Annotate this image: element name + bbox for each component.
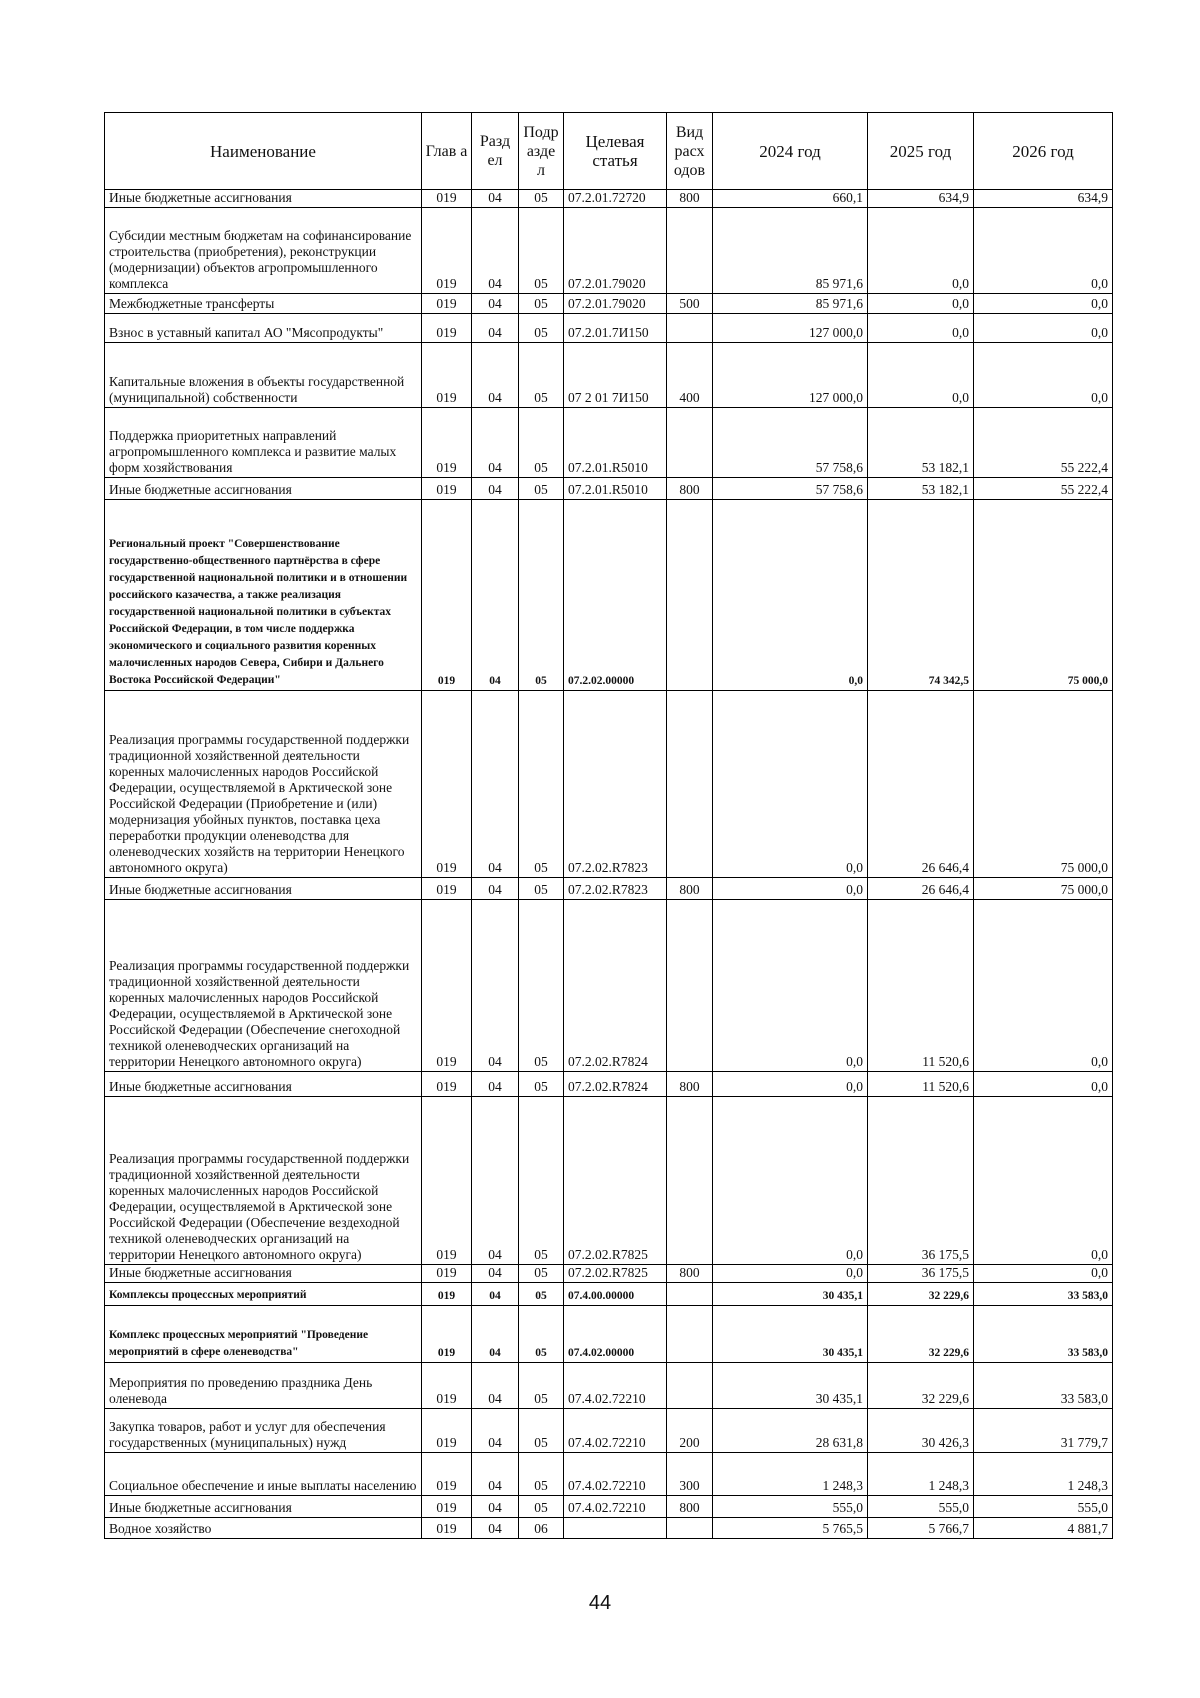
row-podrazdel: 05 [519,878,564,900]
row-2026: 75 000,0 [974,878,1113,900]
row-vid: 400 [667,343,713,408]
row-vid: 800 [667,190,713,208]
row-2024: 0,0 [713,878,868,900]
row-2025: 0,0 [868,343,974,408]
row-razdel: 04 [472,294,519,314]
row-razdel: 04 [472,478,519,500]
row-target: 07.2.02.R7824 [564,1072,667,1097]
table-row [105,900,1113,1072]
row-glava: 019 [422,1409,472,1453]
row-vid [667,1283,713,1306]
row-2024: 85 971,6 [713,208,868,294]
row-2026: 75 000,0 [974,500,1113,691]
row-glava: 019 [422,878,472,900]
row-2025: 26 646,4 [868,878,974,900]
row-vid: 500 [667,294,713,314]
row-target: 07.2.01.79020 [564,294,667,314]
table-row [105,343,1113,408]
row-glava: 019 [422,478,472,500]
row-vid: 800 [667,1072,713,1097]
row-glava: 019 [422,1363,472,1409]
table-row [105,1283,1113,1306]
row-2024: 0,0 [713,691,868,878]
row-glava: 019 [422,1265,472,1283]
row-vid: 300 [667,1453,713,1496]
row-2024: 127 000,0 [713,343,868,408]
row-2025: 5 766,7 [868,1518,974,1539]
row-2026: 555,0 [974,1496,1113,1518]
row-vid: 800 [667,478,713,500]
budget-table [104,112,1113,1539]
row-vid [667,1518,713,1539]
header-name: Наименование [105,113,422,190]
header-glava: Глав а [422,113,472,190]
row-2025: 36 175,5 [868,1265,974,1283]
row-podrazdel: 05 [519,190,564,208]
row-2026: 634,9 [974,190,1113,208]
row-razdel: 04 [472,343,519,408]
header-podrazdel: Подр азде л [519,113,564,190]
row-2026: 0,0 [974,294,1113,314]
table-row [105,500,1113,691]
row-target: 07.4.02.72210 [564,1496,667,1518]
row-podrazdel: 05 [519,900,564,1072]
table-row [105,1453,1113,1496]
row-name: Иные бюджетные ассигнования [105,1265,422,1283]
row-2025: 36 175,5 [868,1097,974,1265]
row-glava: 019 [422,900,472,1072]
row-2024: 57 758,6 [713,478,868,500]
row-2026: 55 222,4 [974,408,1113,478]
row-razdel: 04 [472,1072,519,1097]
row-name: Иные бюджетные ассигнования [105,478,422,500]
row-vid [667,500,713,691]
row-podrazdel: 05 [519,1496,564,1518]
row-2026: 33 583,0 [974,1363,1113,1409]
row-target: 07.2.02.R7825 [564,1265,667,1283]
row-target: 07.2.01.7И150 [564,314,667,343]
table-row [105,208,1113,294]
table-row [105,408,1113,478]
row-podrazdel: 05 [519,408,564,478]
row-podrazdel: 05 [519,1097,564,1265]
row-razdel: 04 [472,1097,519,1265]
table-row [105,1409,1113,1453]
row-glava: 019 [422,314,472,343]
row-target: 07.2.02.R7825 [564,1097,667,1265]
row-glava: 019 [422,190,472,208]
row-vid: 200 [667,1409,713,1453]
row-2024: 660,1 [713,190,868,208]
row-name: Иные бюджетные ассигнования [105,1496,422,1518]
row-target: 07.4.02.72210 [564,1363,667,1409]
row-name: Закупка товаров, работ и услуг для обеспечения государственных (муниципальных) нужд [105,1409,422,1453]
row-vid [667,1097,713,1265]
row-vid: 800 [667,878,713,900]
row-2025: 11 520,6 [868,1072,974,1097]
row-name: Мероприятия по проведению праздника День оленевода [105,1363,422,1409]
row-razdel: 04 [472,314,519,343]
row-podrazdel: 05 [519,1265,564,1283]
row-2026: 0,0 [974,208,1113,294]
row-2024: 30 435,1 [713,1283,868,1306]
row-glava: 019 [422,1097,472,1265]
row-razdel: 04 [472,190,519,208]
row-name: Реализация программы государственной поддержки традиционной хозяйственной деятельности коренных малочисленных народов Российской Федерации, осуществляемой в Арктической зоне Российской Федерации (Обеспечение снегоходной техникой оленеводческих организаций на территории Ненецкого автономного округа) [105,900,422,1072]
row-2024: 28 631,8 [713,1409,868,1453]
row-name: Иные бюджетные ассигнования [105,1072,422,1097]
row-glava: 019 [422,500,472,691]
row-name: Поддержка приоритетных направлений агропромышленного комплекса и развитие малых форм хозяйствования [105,408,422,478]
row-2024: 127 000,0 [713,314,868,343]
row-name: Иные бюджетные ассигнования [105,878,422,900]
row-target: 07.2.01.72720 [564,190,667,208]
row-podrazdel: 05 [519,1409,564,1453]
row-2025: 0,0 [868,208,974,294]
row-2024: 30 435,1 [713,1306,868,1363]
row-vid [667,691,713,878]
table-row [105,1363,1113,1409]
row-vid [667,208,713,294]
row-2025: 32 229,6 [868,1306,974,1363]
row-target: 07.4.02.72210 [564,1409,667,1453]
row-podrazdel: 05 [519,208,564,294]
page-number: 44 [588,1592,612,1614]
row-2024: 555,0 [713,1496,868,1518]
row-2024: 0,0 [713,1265,868,1283]
row-target: 07.2.01.R5010 [564,408,667,478]
row-glava: 019 [422,691,472,878]
table-row [105,478,1113,500]
row-target: 07.2.02.R7823 [564,691,667,878]
row-2026: 0,0 [974,1072,1113,1097]
header-2024: 2024 год [713,113,868,190]
row-2025: 32 229,6 [868,1363,974,1409]
row-glava: 019 [422,1496,472,1518]
row-podrazdel: 06 [519,1518,564,1539]
row-razdel: 04 [472,500,519,691]
header-target: Целевая статья [564,113,667,190]
row-razdel: 04 [472,691,519,878]
row-name: Водное хозяйство [105,1518,422,1539]
row-2024: 57 758,6 [713,408,868,478]
row-name: Социальное обеспечение и иные выплаты населению [105,1453,422,1496]
row-razdel: 04 [472,1363,519,1409]
row-2024: 30 435,1 [713,1363,868,1409]
row-vid: 800 [667,1496,713,1518]
table-row [105,1097,1113,1265]
row-2025: 0,0 [868,294,974,314]
row-2024: 85 971,6 [713,294,868,314]
row-2025: 555,0 [868,1496,974,1518]
row-vid [667,314,713,343]
row-glava: 019 [422,1283,472,1306]
row-target: 07.2.02.00000 [564,500,667,691]
row-2026: 55 222,4 [974,478,1113,500]
row-name: Реализация программы государственной поддержки традиционной хозяйственной деятельности коренных малочисленных народов Российской Федерации, осуществляемой в Арктической зоне Российской Федерации (Обеспечение вездеходной техникой оленеводческих организаций на территории Ненецкого автономного округа) [105,1097,422,1265]
row-razdel: 04 [472,1453,519,1496]
table-row [105,1496,1113,1518]
row-2026: 33 583,0 [974,1283,1113,1306]
row-2026: 0,0 [974,314,1113,343]
row-2025: 26 646,4 [868,691,974,878]
row-glava: 019 [422,408,472,478]
row-target: 07.4.02.72210 [564,1453,667,1496]
row-podrazdel: 05 [519,1363,564,1409]
row-2026: 1 248,3 [974,1453,1113,1496]
table-row [105,1306,1113,1363]
row-glava: 019 [422,1306,472,1363]
row-razdel: 04 [472,208,519,294]
row-target: 07.4.02.00000 [564,1306,667,1363]
row-2024: 1 248,3 [713,1453,868,1496]
row-razdel: 04 [472,408,519,478]
header-vid: Вид расх одов [667,113,713,190]
row-podrazdel: 05 [519,478,564,500]
row-razdel: 04 [472,1265,519,1283]
row-2026: 0,0 [974,1097,1113,1265]
table-row [105,1072,1113,1097]
table-row [105,1265,1113,1283]
row-2025: 634,9 [868,190,974,208]
row-target: 07.4.00.00000 [564,1283,667,1306]
row-razdel: 04 [472,900,519,1072]
row-glava: 019 [422,208,472,294]
row-target: 07 2 01 7И150 [564,343,667,408]
row-glava: 019 [422,343,472,408]
row-2024: 0,0 [713,900,868,1072]
row-2025: 30 426,3 [868,1409,974,1453]
row-2026: 33 583,0 [974,1306,1113,1363]
row-2025: 53 182,1 [868,478,974,500]
row-2025: 0,0 [868,314,974,343]
row-target: 07.2.01.79020 [564,208,667,294]
table-row [105,294,1113,314]
row-name: Капитальные вложения в объекты государственной (муниципальной) собственности [105,343,422,408]
row-name: Региональный проект "Совершенствование государственно-общественного партнёрства в сфере государственной национальной политики и в отношении российского казачества, а также реализация государственной национальной политики в субъектах Российской Федерации, в том числе поддержка экономического и социального развития коренных малочисленных народов Севера, Сибири и Дальнего Востока Российской Федерации" [105,500,422,691]
row-2026: 4 881,7 [974,1518,1113,1539]
row-name: Комплекс процессных мероприятий "Проведение мероприятий в сфере оленеводства" [105,1306,422,1363]
table-row [105,1518,1113,1539]
row-razdel: 04 [472,1518,519,1539]
budget-sheet [104,112,1112,1539]
row-2024: 0,0 [713,1072,868,1097]
row-podrazdel: 05 [519,691,564,878]
row-target: 07.2.01.R5010 [564,478,667,500]
row-podrazdel: 05 [519,500,564,691]
row-razdel: 04 [472,878,519,900]
row-glava: 019 [422,1518,472,1539]
row-name: Межбюджетные трансферты [105,294,422,314]
row-vid [667,408,713,478]
header-2026: 2026 год [974,113,1113,190]
table-row [105,190,1113,208]
row-2024: 0,0 [713,500,868,691]
row-razdel: 04 [472,1306,519,1363]
row-glava: 019 [422,1072,472,1097]
row-name: Реализация программы государственной поддержки традиционной хозяйственной деятельности коренных малочисленных народов Российской Федерации, осуществляемой в Арктической зоне Российской Федерации (Приобретение и (или) модернизация убойных пунктов, поставка цеха переработки продукции оленеводства для оленеводческих хозяйств на территории Ненецкого автономного округа) [105,691,422,878]
row-glava: 019 [422,1453,472,1496]
row-2025: 11 520,6 [868,900,974,1072]
row-podrazdel: 05 [519,1072,564,1097]
header-row [105,113,1113,190]
row-name: Комплексы процессных мероприятий [105,1283,422,1306]
row-name: Взнос в уставный капитал АО "Мясопродукты" [105,314,422,343]
table-body [105,190,1113,1539]
row-podrazdel: 05 [519,294,564,314]
header-razdel: Разд ел [472,113,519,190]
table-row [105,314,1113,343]
table-row [105,878,1113,900]
row-2024: 0,0 [713,1097,868,1265]
row-2025: 74 342,5 [868,500,974,691]
row-2026: 0,0 [974,900,1113,1072]
header-2025: 2025 год [868,113,974,190]
table-row [105,691,1113,878]
row-vid [667,1306,713,1363]
row-glava: 019 [422,294,472,314]
row-razdel: 04 [472,1409,519,1453]
row-podrazdel: 05 [519,1453,564,1496]
row-podrazdel: 05 [519,1306,564,1363]
row-2024: 5 765,5 [713,1518,868,1539]
row-vid: 800 [667,1265,713,1283]
row-2025: 1 248,3 [868,1453,974,1496]
row-name: Иные бюджетные ассигнования [105,190,422,208]
row-target: 07.2.02.R7824 [564,900,667,1072]
row-target [564,1518,667,1539]
row-podrazdel: 05 [519,314,564,343]
row-2026: 31 779,7 [974,1409,1113,1453]
row-2026: 0,0 [974,1265,1113,1283]
row-2026: 0,0 [974,343,1113,408]
row-2025: 32 229,6 [868,1283,974,1306]
row-2026: 75 000,0 [974,691,1113,878]
row-target: 07.2.02.R7823 [564,878,667,900]
row-name: Субсидии местным бюджетам на софинансирование строительства (приобретения), реконструкции (модернизации) объектов агропромышленного комплекса [105,208,422,294]
row-podrazdel: 05 [519,1283,564,1306]
row-razdel: 04 [472,1283,519,1306]
row-razdel: 04 [472,1496,519,1518]
row-2025: 53 182,1 [868,408,974,478]
row-vid [667,1363,713,1409]
row-podrazdel: 05 [519,343,564,408]
row-vid [667,900,713,1072]
